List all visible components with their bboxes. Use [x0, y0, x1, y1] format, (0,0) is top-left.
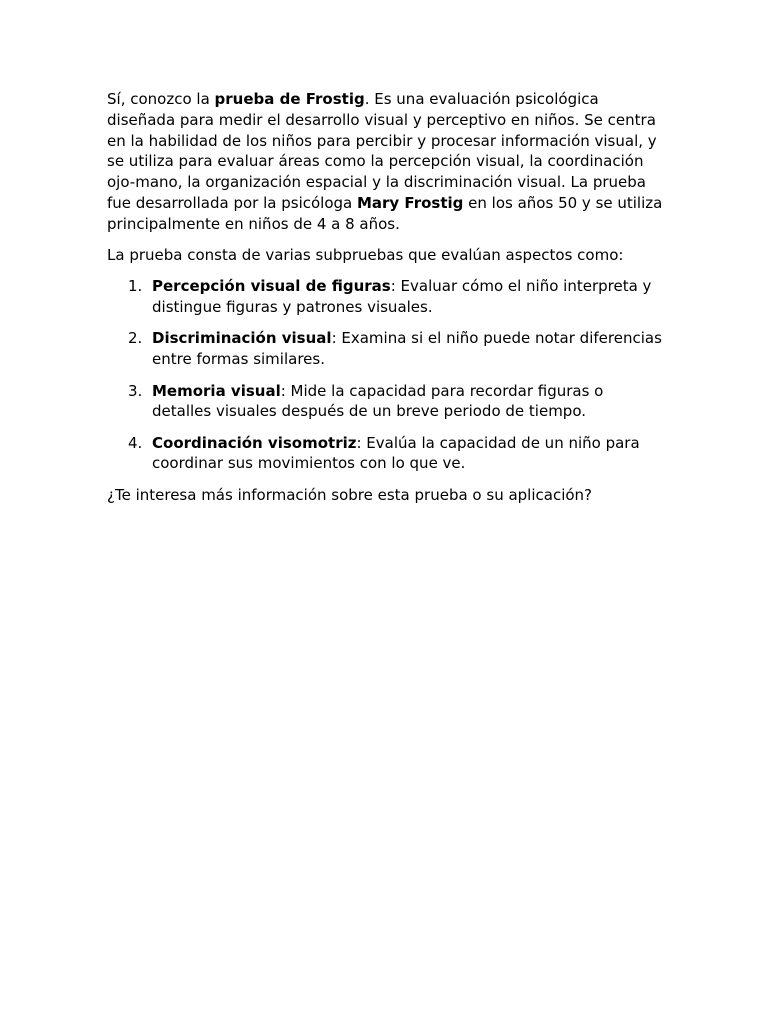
- closing-question: ¿Te interesa más información sobre esta prueba o su aplicación?: [107, 485, 593, 504]
- list-item-title: Memoria visual: [152, 381, 281, 400]
- list-item-title: Percepción visual de figuras: [152, 277, 391, 296]
- list-item: [107, 276, 663, 318]
- list-intro: La prueba consta de varias subpruebas que evalúan aspectos como:: [107, 246, 624, 265]
- intro-text-1: Sí, conozco la: [107, 90, 215, 108]
- list-number: 2.: [128, 329, 143, 348]
- list-item-title: Discriminación visual: [152, 329, 332, 348]
- list-item-title: Coordinación visomotriz: [152, 433, 357, 452]
- intro-text-2: . Es una evaluación psicológica diseñada para medir el desarrollo visual y perceptivo en niños. Se centra en la habilidad de los niños para percibir y procesar información visual, y se utiliza para evaluar áreas como la percepción visual, la coordinación ojo-mano, la organización espacial y la discriminación visual. La prueba fue desarrollada por la psicóloga: [107, 90, 657, 212]
- list-item: [107, 328, 663, 370]
- intro-paragraph: [107, 89, 663, 235]
- test-name: prueba de Frostig: [214, 90, 365, 108]
- list-number: 3.: [128, 381, 143, 400]
- intro-text-3: en los años 50 y se utiliza principalmente en niños de 4 a 8 años.: [107, 193, 663, 233]
- list-item-desc: : Mide la capacidad para recordar figuras o detalles visuales después de un breve periodo de tiempo.: [152, 381, 604, 421]
- list-item: [107, 433, 663, 475]
- subtests-list: [107, 276, 663, 474]
- author-name: Mary Frostig: [356, 193, 464, 212]
- document-page: [107, 89, 663, 516]
- list-item-desc: : Evaluar cómo el niño interpreta y distingue figuras y patrones visuales.: [152, 277, 652, 317]
- list-item-desc: : Evalúa la capacidad de un niño para coordinar sus movimientos con lo que ve.: [152, 433, 640, 473]
- list-number: 4.: [128, 433, 143, 452]
- list-item: [107, 381, 663, 423]
- list-number: 1.: [128, 277, 143, 296]
- list-item-desc: : Examina si el niño puede notar diferencias entre formas similares.: [152, 329, 662, 369]
